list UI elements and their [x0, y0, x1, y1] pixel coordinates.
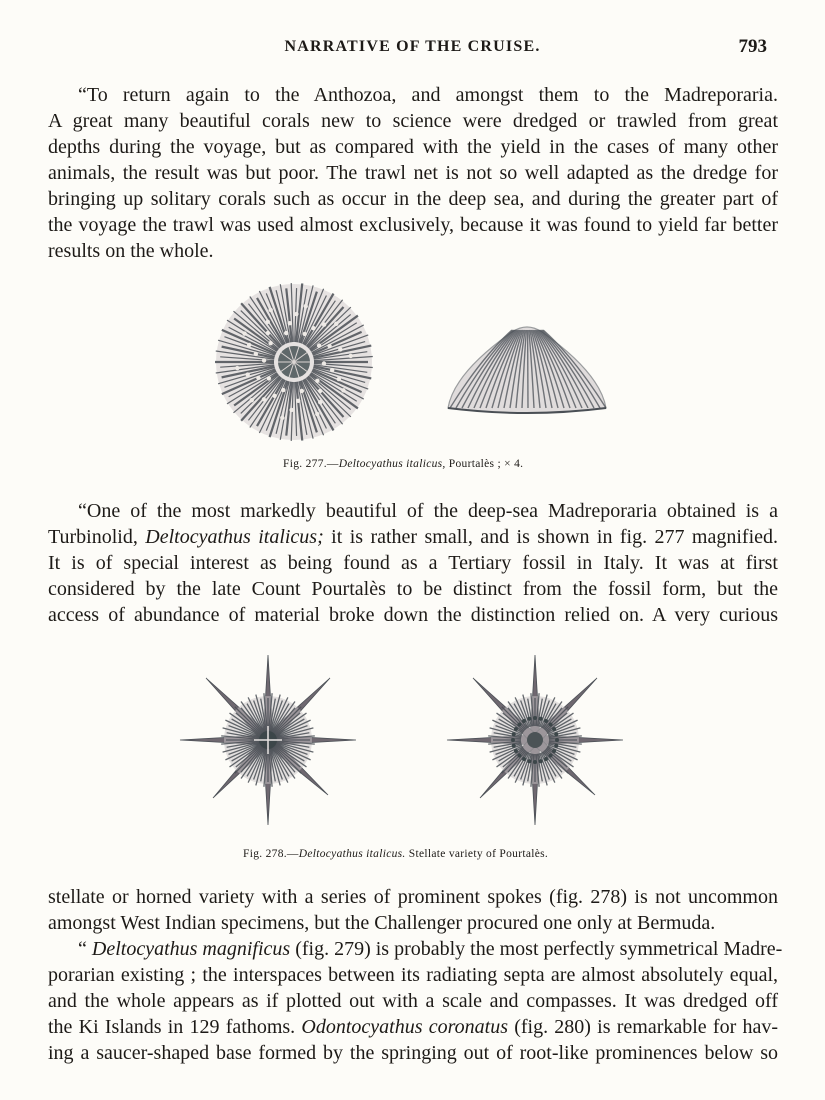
text-line [48, 936, 783, 962]
text-line: access of abundance of material broke down the distinction relied on. A very curious [48, 604, 778, 626]
text-line: “To return again to the Anthozoa, and amongst them to the Madreporaria. [78, 84, 778, 106]
running-title: NARRATIVE OF THE CRUISE. [284, 38, 541, 55]
text-line [48, 524, 778, 550]
paragraph-deltocyathus-magnificus [48, 936, 783, 1066]
page-number: 793 [738, 36, 767, 57]
figure-277-caption [283, 458, 523, 470]
text-line: ing a saucer-shaped base formed by the springing out of root-like prominences below so [48, 1042, 778, 1064]
text-line: animals, the result was but poor. The trawl net is not so well adapted as the dredge for [48, 162, 778, 184]
figure-label: Fig. 277.— [283, 458, 339, 470]
text-line: amongst West Indian specimens, but the Challenger procured one only at Bermuda. [48, 912, 716, 934]
text-line: A great many beautiful corals new to science were dredged or trawled from great [48, 110, 778, 132]
coral-side-view-illustration [442, 318, 612, 418]
text-line: depths during the voyage, but as compared with the yield in the cases of many other [48, 136, 778, 158]
text-fragment: Turbinolid, [48, 526, 146, 548]
page-header [48, 38, 777, 62]
text-line: porarian existing ; the interspaces between its radiating septa are almost absolutely equal, [48, 964, 778, 986]
text-line: and the whole appears as if plotted out with a scale and compasses. It was dredged off [48, 990, 778, 1012]
text-line: the voyage the trawl was used almost exclusively, because it was found to yield far better [48, 214, 778, 236]
paragraph-deltocyathus-italicus [48, 498, 778, 628]
paragraph-anthozoa [48, 82, 778, 264]
text-line [48, 1014, 778, 1040]
coral-top-view-illustration [212, 275, 377, 450]
text-fragment: (fig. 279) is probably the most perfectly symmetrical Madre- [290, 938, 783, 960]
species-name: Odontocyathus coronatus [301, 1016, 508, 1038]
text-line: results on the whole. [48, 240, 214, 262]
text-line: bringing up solitary corals such as occur in the deep sea, and during the greater part of [48, 188, 778, 210]
stellate-coral-left-illustration [178, 650, 358, 830]
figure-label: Fig. 278.— [243, 848, 299, 860]
species-name: Deltocyathus magnificus [91, 938, 291, 960]
text-line: considered by the late Count Pourtalès to be distinct from the fossil form, but the [48, 578, 778, 600]
stellate-coral-right-illustration [445, 650, 625, 830]
text-fragment: it is rather small, and is shown in fig. 277 magnified. [323, 526, 779, 548]
text-line: stellate or horned variety with a series of prominent spokes (fig. 278) is not uncommon [48, 886, 778, 908]
variety-note: Stellate variety of Pourtalès. [405, 848, 549, 860]
authority: Pourtalès ; × 4. [445, 458, 524, 470]
text-fragment: the Ki Islands in 129 fathoms. [48, 1016, 302, 1038]
species-name: Deltocyathus italicus. [298, 848, 406, 860]
species-name: Deltocyathus italicus, [338, 458, 446, 470]
text-line: It is of special interest as being found as a Tertiary fossil in Italy. It was at first [48, 552, 778, 574]
figure-278-caption [243, 848, 548, 860]
text-fragment: “ [78, 938, 92, 960]
species-name: Deltocyathus italicus; [145, 526, 324, 548]
paragraph-stellate-variety [48, 884, 778, 936]
text-line: “One of the most markedly beautiful of the deep-sea Madreporaria obtained is a [78, 500, 778, 522]
text-fragment: (fig. 280) is remarkable for hav- [507, 1016, 778, 1038]
